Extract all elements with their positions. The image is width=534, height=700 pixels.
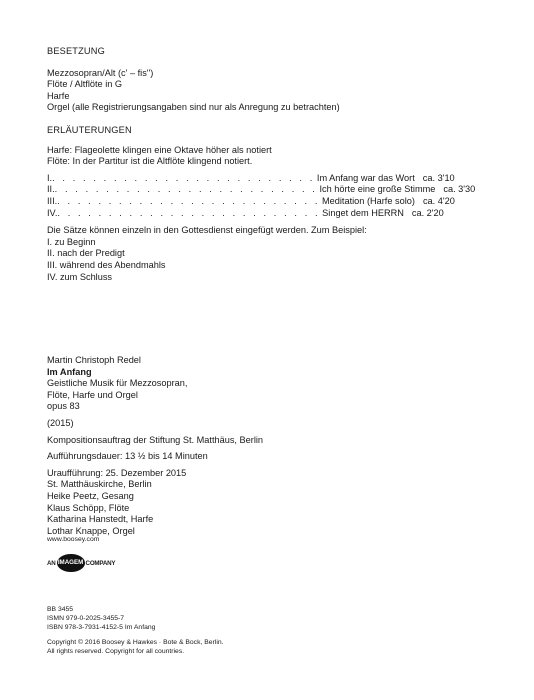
catalog-number: BB 3455 [47, 606, 74, 613]
premiere-line: St. Matthäuskirche, Berlin [47, 479, 152, 490]
copyright-line: All rights reserved. Copyright for all countries. [47, 647, 185, 655]
work-year: (2015) [47, 417, 74, 428]
movement-title: Im Anfang war das Wort [316, 172, 415, 183]
movement-title: Singet dem HERRN [322, 207, 404, 218]
movement-number: II. [47, 184, 55, 195]
premiere-line: Katharina Hanstedt, Harfe [47, 514, 154, 525]
logo-text-left: AN [47, 559, 56, 567]
instrument-line: Harfe [47, 90, 70, 101]
premiere-line: Uraufführung: 25. Dezember 2015 [47, 467, 187, 478]
note-line: Harfe: Flageolette klingen eine Oktave höher als notiert [47, 144, 272, 155]
movement-number: IV. [47, 207, 58, 218]
movement-row [47, 172, 455, 185]
movement-row [47, 207, 444, 220]
movement-duration: ca. 2'20 [411, 207, 444, 218]
service-line: III. während des Abendmahls [47, 259, 166, 270]
instrument-line: Mezzosopran/Alt (c' – fis'') [47, 67, 154, 78]
premiere-line: Lothar Knappe, Orgel [47, 525, 135, 536]
leader-dots: . . . . . . . . . . . . . . . . . . . . . . . . . . [57, 207, 321, 218]
movement-duration: ca. 4'20 [422, 195, 455, 206]
instrument-line: Flöte / Altflöte in G [47, 79, 123, 90]
ismn-number: ISMN 979-0-2025-3455-7 [47, 615, 125, 623]
service-intro: Die Sätze können einzeln in den Gottesdienst eingefügt werden. Zum Beispiel: [47, 225, 367, 236]
erlaeuterungen-heading: ERLÄUTERUNGEN [47, 125, 132, 135]
work-subtitle-line: Geistliche Musik für Mezzosopran, [47, 378, 188, 389]
work-title: Im Anfang [47, 366, 92, 377]
imagem-logo [47, 554, 115, 572]
leader-dots: . . . . . . . . . . . . . . . . . . . . . . . . . . [57, 195, 320, 206]
logo-text-right: COMPANY [85, 559, 116, 567]
performance-duration: Aufführungsdauer: 13 ½ bis 14 Minuten [47, 451, 208, 462]
isbn-number: ISBN 978-3-7931-4152-5 Im Anfang [47, 624, 156, 632]
service-line: IV. zum Schluss [47, 271, 113, 282]
service-line: II. nach der Predigt [47, 248, 125, 259]
movement-number: I. [47, 172, 53, 183]
besetzung-section [47, 46, 340, 114]
premiere-line: Heike Peetz, Gesang [47, 490, 134, 501]
movement-row [47, 195, 455, 208]
copyright-line: Copyright © 2016 Boosey & Hawkes · Bote & Bock, Berlin. [47, 638, 224, 646]
service-line: I. zu Beginn [47, 236, 96, 247]
movement-title: Meditation (Harfe solo) [322, 195, 415, 206]
logo-oval: IMAGEM [57, 554, 85, 572]
publisher-website[interactable]: www.boosey.com [47, 536, 100, 543]
work-info-section [47, 355, 263, 537]
movement-row [47, 184, 476, 196]
movement-number: III. [47, 195, 58, 206]
leader-dots: . . . . . . . . . . . . . . . . . . . . . . . . . . [52, 172, 315, 183]
publisher-codes [47, 605, 224, 656]
premiere-line: Klaus Schöpp, Flöte [47, 502, 130, 513]
instrument-line: Orgel (alle Registrierungsangaben sind nur als Anregung zu betrachten) [47, 102, 340, 113]
note-line: Flöte: In der Partitur ist die Altflöte klingend notiert. [47, 156, 253, 167]
leader-dots: . . . . . . . . . . . . . . . . . . . . . . . . . . [54, 184, 318, 195]
work-subtitle-line: opus 83 [47, 401, 80, 412]
erlaeuterungen-section [47, 125, 476, 283]
movement-duration: ca. 3'30 [443, 184, 476, 195]
commission-note: Kompositionsauftrag der Stiftung St. Matthäus, Berlin [47, 434, 264, 445]
work-subtitle-line: Flöte, Harfe und Orgel [47, 389, 138, 400]
movement-duration: ca. 3'10 [422, 172, 455, 183]
besetzung-heading: BESETZUNG [47, 46, 105, 56]
movement-title: Ich hörte eine große Stimme [319, 184, 436, 195]
composer-name: Martin Christoph Redel [47, 355, 141, 365]
